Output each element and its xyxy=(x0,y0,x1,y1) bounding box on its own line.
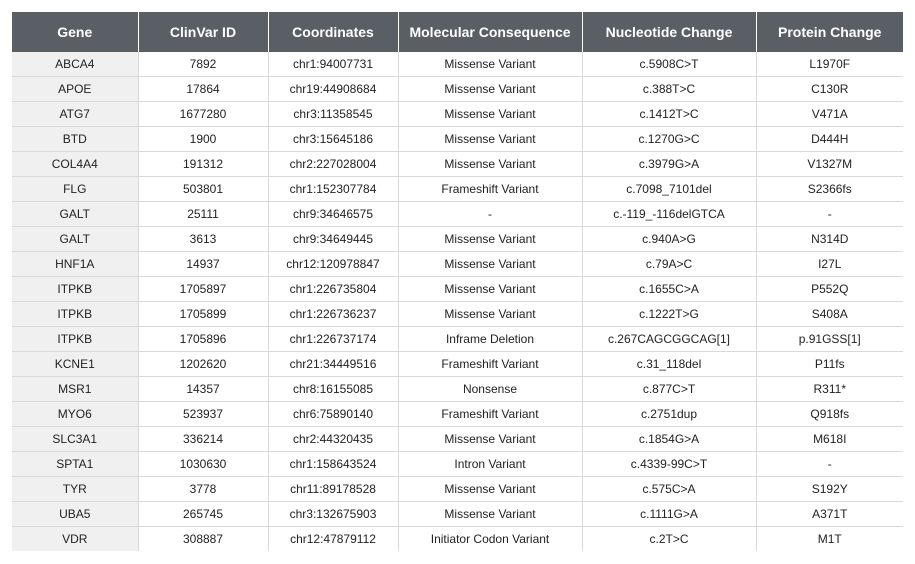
cell-coordinates: chr3:132675903 xyxy=(268,502,398,527)
cell-gene: KCNE1 xyxy=(12,352,138,377)
cell-nucleotide-change: c.1412T>C xyxy=(582,102,756,127)
cell-molecular-consequence: Missense Variant xyxy=(398,77,582,102)
cell-protein-change: V471A xyxy=(756,102,903,127)
cell-gene: GALT xyxy=(12,227,138,252)
cell-protein-change: A371T xyxy=(756,502,903,527)
cell-clinvar-id: 336214 xyxy=(138,427,268,452)
cell-molecular-consequence: Frameshift Variant xyxy=(398,402,582,427)
cell-protein-change: L1970F xyxy=(756,52,903,77)
cell-protein-change: Q918fs xyxy=(756,402,903,427)
cell-gene: ITPKB xyxy=(12,302,138,327)
cell-gene: APOE xyxy=(12,77,138,102)
cell-protein-change: R311* xyxy=(756,377,903,402)
cell-nucleotide-change: c.3979G>A xyxy=(582,152,756,177)
cell-gene: HNF1A xyxy=(12,252,138,277)
cell-nucleotide-change: c.267CAGCGGCAG[1] xyxy=(582,327,756,352)
cell-gene: VDR xyxy=(12,527,138,552)
cell-clinvar-id: 265745 xyxy=(138,502,268,527)
cell-molecular-consequence: Missense Variant xyxy=(398,102,582,127)
cell-coordinates: chr1:226735804 xyxy=(268,277,398,302)
table-row xyxy=(12,252,903,277)
cell-protein-change: V1327M xyxy=(756,152,903,177)
cell-coordinates: chr8:16155085 xyxy=(268,377,398,402)
cell-nucleotide-change: c.1854G>A xyxy=(582,427,756,452)
cell-coordinates: chr6:75890140 xyxy=(268,402,398,427)
table-row xyxy=(12,502,903,527)
table-header xyxy=(12,12,903,52)
cell-protein-change: M1T xyxy=(756,527,903,552)
cell-molecular-consequence: Frameshift Variant xyxy=(398,177,582,202)
cell-coordinates: chr9:34649445 xyxy=(268,227,398,252)
cell-molecular-consequence: Initiator Codon Variant xyxy=(398,527,582,552)
table-row xyxy=(12,402,903,427)
cell-protein-change: P11fs xyxy=(756,352,903,377)
table-row xyxy=(12,327,903,352)
cell-protein-change: M618I xyxy=(756,427,903,452)
cell-coordinates: chr3:15645186 xyxy=(268,127,398,152)
cell-gene: SLC3A1 xyxy=(12,427,138,452)
cell-clinvar-id: 503801 xyxy=(138,177,268,202)
cell-clinvar-id: 7892 xyxy=(138,52,268,77)
table-row xyxy=(12,302,903,327)
table-row xyxy=(12,352,903,377)
cell-protein-change: p.91GSS[1] xyxy=(756,327,903,352)
cell-clinvar-id: 1705897 xyxy=(138,277,268,302)
cell-gene: MYO6 xyxy=(12,402,138,427)
cell-nucleotide-change: c.1111G>A xyxy=(582,502,756,527)
header-clinvar-id[interactable]: ClinVar ID xyxy=(138,12,268,52)
cell-coordinates: chr19:44908684 xyxy=(268,77,398,102)
cell-clinvar-id: 3778 xyxy=(138,477,268,502)
cell-coordinates: chr12:47879112 xyxy=(268,527,398,552)
cell-gene: ITPKB xyxy=(12,327,138,352)
cell-nucleotide-change: c.575C>A xyxy=(582,477,756,502)
cell-clinvar-id: 1705896 xyxy=(138,327,268,352)
cell-protein-change: D444H xyxy=(756,127,903,152)
cell-protein-change: S192Y xyxy=(756,477,903,502)
cell-clinvar-id: 1705899 xyxy=(138,302,268,327)
cell-gene: COL4A4 xyxy=(12,152,138,177)
cell-molecular-consequence: Missense Variant xyxy=(398,502,582,527)
cell-nucleotide-change: c.877C>T xyxy=(582,377,756,402)
table-row xyxy=(12,477,903,502)
cell-protein-change: I27L xyxy=(756,252,903,277)
cell-gene: ITPKB xyxy=(12,277,138,302)
cell-coordinates: chr1:152307784 xyxy=(268,177,398,202)
cell-molecular-consequence: Missense Variant xyxy=(398,52,582,77)
cell-gene: SPTA1 xyxy=(12,452,138,477)
header-nucleotide-change[interactable]: Nucleotide Change xyxy=(582,12,756,52)
table-row xyxy=(12,102,903,127)
cell-clinvar-id: 1030630 xyxy=(138,452,268,477)
cell-nucleotide-change: c.388T>C xyxy=(582,77,756,102)
cell-coordinates: chr1:94007731 xyxy=(268,52,398,77)
cell-molecular-consequence: Missense Variant xyxy=(398,277,582,302)
cell-nucleotide-change: c.940A>G xyxy=(582,227,756,252)
cell-nucleotide-change: c.5908C>T xyxy=(582,52,756,77)
cell-clinvar-id: 14937 xyxy=(138,252,268,277)
variant-table xyxy=(12,12,903,551)
cell-molecular-consequence: Intron Variant xyxy=(398,452,582,477)
cell-molecular-consequence: Missense Variant xyxy=(398,227,582,252)
cell-clinvar-id: 25111 xyxy=(138,202,268,227)
variant-table-container xyxy=(12,12,903,551)
cell-gene: ATG7 xyxy=(12,102,138,127)
cell-gene: TYR xyxy=(12,477,138,502)
cell-protein-change: P552Q xyxy=(756,277,903,302)
cell-coordinates: chr1:226737174 xyxy=(268,327,398,352)
cell-molecular-consequence: Nonsense xyxy=(398,377,582,402)
table-body xyxy=(12,52,903,551)
cell-gene: GALT xyxy=(12,202,138,227)
cell-coordinates: chr1:158643524 xyxy=(268,452,398,477)
cell-clinvar-id: 14357 xyxy=(138,377,268,402)
cell-gene: ABCA4 xyxy=(12,52,138,77)
cell-coordinates: chr3:11358545 xyxy=(268,102,398,127)
cell-molecular-consequence: Missense Variant xyxy=(398,477,582,502)
cell-molecular-consequence: Frameshift Variant xyxy=(398,352,582,377)
table-row xyxy=(12,202,903,227)
cell-gene: MSR1 xyxy=(12,377,138,402)
table-row xyxy=(12,277,903,302)
table-row xyxy=(12,427,903,452)
cell-coordinates: chr12:120978847 xyxy=(268,252,398,277)
cell-nucleotide-change: c.1655C>A xyxy=(582,277,756,302)
table-row xyxy=(12,227,903,252)
cell-nucleotide-change: c.31_118del xyxy=(582,352,756,377)
cell-coordinates: chr9:34646575 xyxy=(268,202,398,227)
cell-coordinates: chr11:89178528 xyxy=(268,477,398,502)
cell-nucleotide-change: c.1270G>C xyxy=(582,127,756,152)
cell-coordinates: chr21:34449516 xyxy=(268,352,398,377)
cell-molecular-consequence: Missense Variant xyxy=(398,127,582,152)
cell-coordinates: chr1:226736237 xyxy=(268,302,398,327)
cell-molecular-consequence: Missense Variant xyxy=(398,427,582,452)
cell-nucleotide-change: c.7098_7101del xyxy=(582,177,756,202)
header-row xyxy=(12,12,903,52)
cell-gene: BTD xyxy=(12,127,138,152)
cell-nucleotide-change: c.2T>C xyxy=(582,527,756,552)
table-row xyxy=(12,177,903,202)
table-row xyxy=(12,152,903,177)
cell-protein-change: S408A xyxy=(756,302,903,327)
table-row xyxy=(12,127,903,152)
cell-clinvar-id: 1900 xyxy=(138,127,268,152)
cell-protein-change: C130R xyxy=(756,77,903,102)
cell-clinvar-id: 308887 xyxy=(138,527,268,552)
cell-nucleotide-change: c.-119_-116delGTCA xyxy=(582,202,756,227)
cell-protein-change: - xyxy=(756,452,903,477)
cell-nucleotide-change: c.2751dup xyxy=(582,402,756,427)
cell-nucleotide-change: c.79A>C xyxy=(582,252,756,277)
table-row xyxy=(12,52,903,77)
table-row xyxy=(12,377,903,402)
cell-molecular-consequence: Missense Variant xyxy=(398,252,582,277)
cell-gene: UBA5 xyxy=(12,502,138,527)
cell-clinvar-id: 523937 xyxy=(138,402,268,427)
table-row xyxy=(12,527,903,552)
header-gene[interactable]: Gene xyxy=(12,12,138,52)
cell-clinvar-id: 17864 xyxy=(138,77,268,102)
table-row xyxy=(12,77,903,102)
cell-protein-change: - xyxy=(756,202,903,227)
cell-coordinates: chr2:44320435 xyxy=(268,427,398,452)
cell-coordinates: chr2:227028004 xyxy=(268,152,398,177)
cell-molecular-consequence: Inframe Deletion xyxy=(398,327,582,352)
header-coordinates[interactable]: Coordinates xyxy=(268,12,398,52)
cell-nucleotide-change: c.1222T>G xyxy=(582,302,756,327)
header-protein-change[interactable]: Protein Change xyxy=(756,12,903,52)
cell-protein-change: N314D xyxy=(756,227,903,252)
cell-clinvar-id: 191312 xyxy=(138,152,268,177)
cell-molecular-consequence: Missense Variant xyxy=(398,152,582,177)
cell-protein-change: S2366fs xyxy=(756,177,903,202)
header-molecular-consequence[interactable]: Molecular Consequence xyxy=(398,12,582,52)
table-row xyxy=(12,452,903,477)
cell-clinvar-id: 1677280 xyxy=(138,102,268,127)
cell-molecular-consequence: Missense Variant xyxy=(398,302,582,327)
cell-clinvar-id: 1202620 xyxy=(138,352,268,377)
cell-gene: FLG xyxy=(12,177,138,202)
cell-nucleotide-change: c.4339-99C>T xyxy=(582,452,756,477)
cell-molecular-consequence: - xyxy=(398,202,582,227)
cell-clinvar-id: 3613 xyxy=(138,227,268,252)
